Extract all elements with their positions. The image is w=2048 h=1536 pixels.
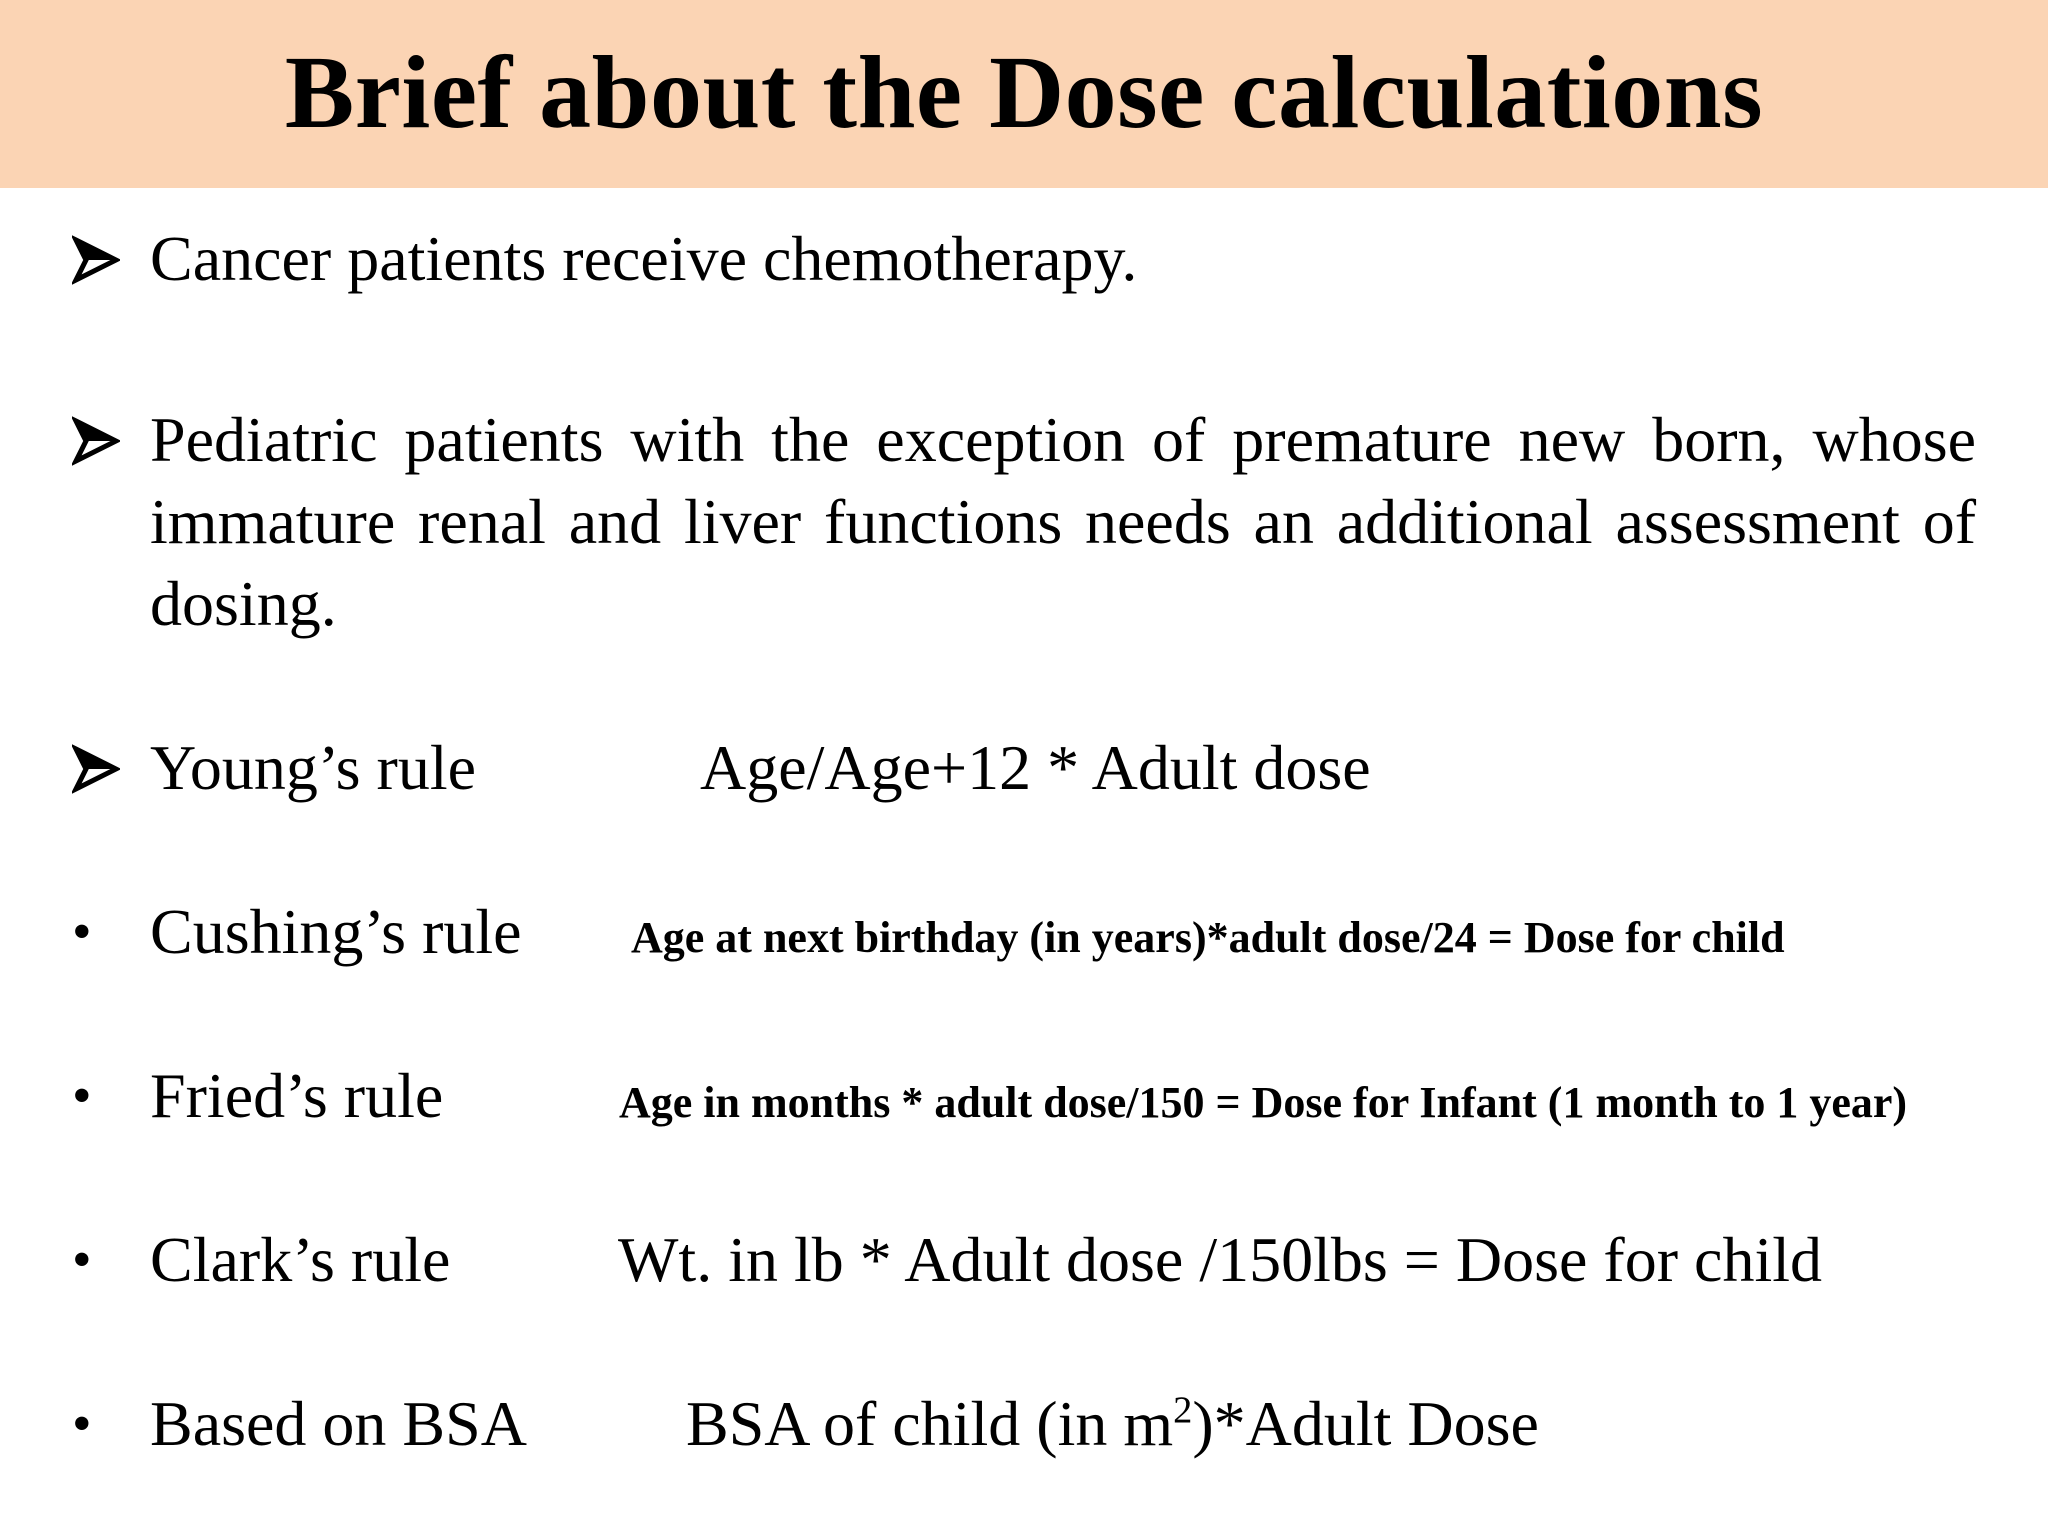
arrowhead-bullet-icon (72, 399, 120, 481)
arrowhead-bullet-icon (72, 218, 120, 300)
formula-young: Age/Age+12 * Adult dose (700, 732, 1371, 803)
arrowhead-bullet-icon (72, 727, 120, 809)
dot-bullet-icon: • (72, 1065, 92, 1127)
dot-bullet-icon: • (72, 1393, 92, 1455)
rule-name-cushing: Cushing’s rule (150, 896, 522, 967)
title-banner (0, 0, 2048, 188)
bullet-text: Cancer patients receive chemotherapy. (150, 223, 1138, 294)
rule-name-fried: Fried’s rule (150, 1060, 444, 1131)
formula-bsa-superscript: 2 (1173, 1389, 1193, 1432)
bullet-paragraph: Pediatric patients with the exception of premature new born, whose immature renal and liver functions needs an additional assessment of dosing. (150, 404, 1976, 639)
formula-bsa (686, 1383, 1539, 1465)
rule-name-bsa: Based on BSA (150, 1388, 527, 1459)
formula-fried: Age in months * adult dose/150 = Dose for Infant (1 month to 1 year) (619, 1078, 1908, 1127)
dot-bullet-icon: • (72, 1229, 92, 1291)
formula-clark: Wt. in lb * Adult dose /150lbs = Dose for child (618, 1224, 1822, 1295)
formula-bsa-prefix: BSA of child (in m (686, 1388, 1174, 1459)
formula-bsa-suffix: )*Adult Dose (1192, 1388, 1539, 1459)
dot-bullet-icon: • (72, 901, 92, 963)
slide-title: Brief about the Dose calculations (284, 35, 1764, 150)
formula-cushing: Age at next birthday (in years)*adult dose/24 = Dose for child (631, 913, 1785, 962)
rule-name-clark: Clark’s rule (150, 1224, 451, 1295)
rule-name-young: Young’s rule (150, 732, 476, 803)
